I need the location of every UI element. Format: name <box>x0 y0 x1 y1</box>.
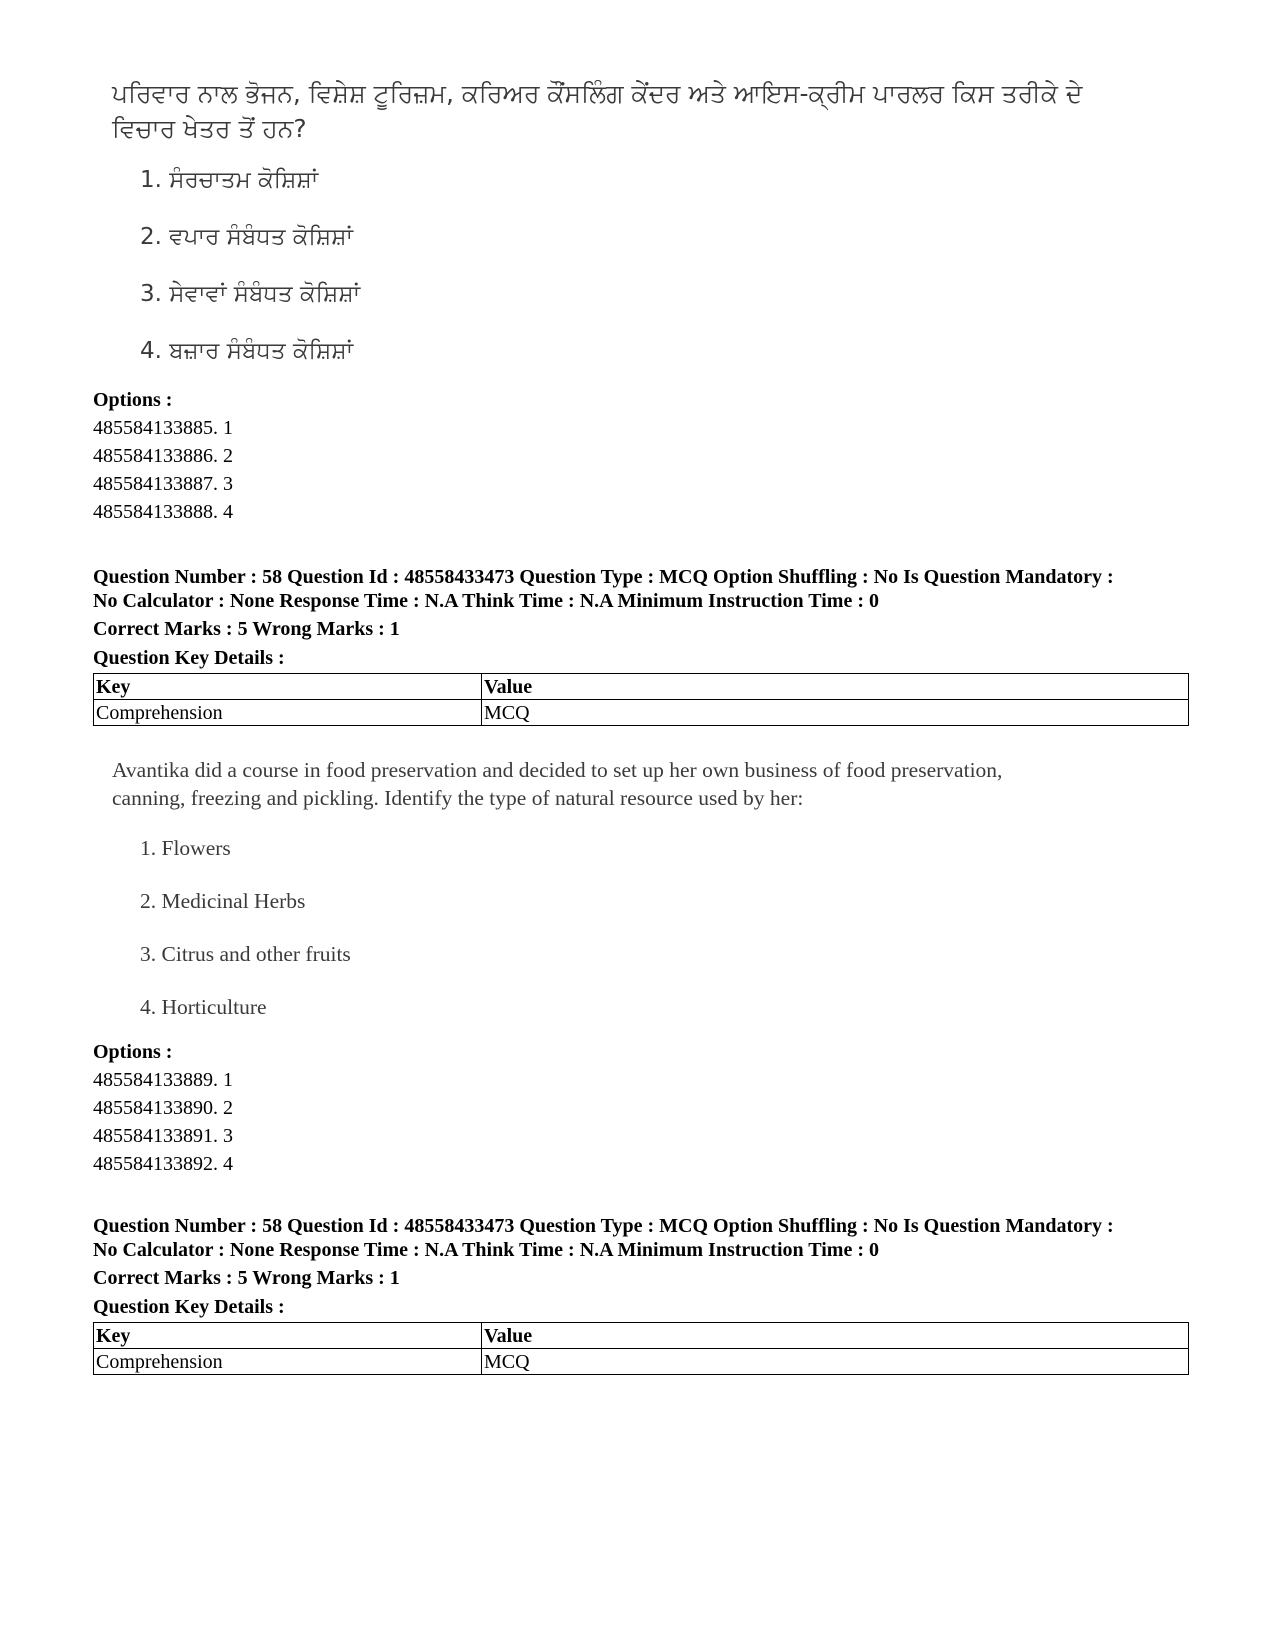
table-row <box>94 1349 1189 1375</box>
question-marks: Correct Marks : 5 Wrong Marks : 1 <box>93 1267 400 1289</box>
question-meta-line-1: Question Number : 58 Question Id : 48558433473 Question Type : MCQ Option Shuffling : No Is Question Mandatory : <box>93 1215 1114 1237</box>
table-header-key: Key <box>94 674 482 700</box>
choice-3-punjabi: 3. ਸੇਵਾਵਾਂ ਸੰਬੰਧਤ ਕੋਸ਼ਿਸ਼ਾਂ <box>140 281 361 307</box>
option-id-2: 485584133890. 2 <box>93 1097 233 1119</box>
options-label: Options : <box>93 389 173 411</box>
option-id-3: 485584133887. 3 <box>93 473 233 495</box>
table-cell-value: MCQ <box>482 1349 1189 1375</box>
table-header-row <box>94 1323 1189 1349</box>
question-marks: Correct Marks : 5 Wrong Marks : 1 <box>93 618 400 640</box>
option-id-1: 485584133889. 1 <box>93 1069 233 1091</box>
choice-2: 2. Medicinal Herbs <box>140 889 306 913</box>
option-id-4: 485584133892. 4 <box>93 1153 233 1175</box>
table-cell-key: Comprehension <box>94 1349 482 1375</box>
table-cell-key: Comprehension <box>94 700 482 726</box>
option-id-3: 485584133891. 3 <box>93 1125 233 1147</box>
question-key-table <box>93 1322 1189 1375</box>
table-header-value: Value <box>482 674 1189 700</box>
table-cell-value: MCQ <box>482 700 1189 726</box>
choice-3: 3. Citrus and other fruits <box>140 942 351 966</box>
question-stem-english <box>112 756 1112 812</box>
table-header-row <box>94 674 1189 700</box>
question-key-table <box>93 673 1189 726</box>
question-key-details-label: Question Key Details : <box>93 647 285 669</box>
question-stem-line-1: Avantika did a course in food preservation and decided to set up her own business of food preservation, <box>112 758 1003 782</box>
question-stem-line-2: canning, freezing and pickling. Identify the type of natural resource used by her: <box>112 786 804 810</box>
choice-4: 4. Horticulture <box>140 995 267 1019</box>
options-label: Options : <box>93 1041 173 1063</box>
table-header-key: Key <box>94 1323 482 1349</box>
question-meta-line-2: No Calculator : None Response Time : N.A Think Time : N.A Minimum Instruction Time : 0 <box>93 1239 879 1261</box>
option-id-1: 485584133885. 1 <box>93 417 233 439</box>
choice-1-punjabi: 1. ਸੰਰਚਾਤਮ ਕੋਸ਼ਿਸ਼ਾਂ <box>140 167 319 193</box>
table-header-value: Value <box>482 1323 1189 1349</box>
choice-4-punjabi: 4. ਬਜ਼ਾਰ ਸੰਬੰਧਤ ਕੋਸ਼ਿਸ਼ਾਂ <box>140 338 354 364</box>
choice-1: 1. Flowers <box>140 836 231 860</box>
option-id-4: 485584133888. 4 <box>93 501 233 523</box>
option-id-2: 485584133886. 2 <box>93 445 233 467</box>
choice-2-punjabi: 2. ਵਪਾਰ ਸੰਬੰਧਤ ਕੋਸ਼ਿਸ਼ਾਂ <box>140 224 354 250</box>
question-key-details-label: Question Key Details : <box>93 1296 285 1318</box>
question-meta-line-2: No Calculator : None Response Time : N.A Think Time : N.A Minimum Instruction Time : 0 <box>93 590 879 612</box>
question-stem-punjabi: ਪਰਿਵਾਰ ਨਾਲ ਭੋਜਨ, ਵਿਸ਼ੇਸ਼ ਟੂਰਿਜ਼ਮ, ਕਰਿਅਰ ਕੌਂਸਲਿੰਗ ਕੇਂਦਰ ਅਤੇ ਆਇਸ-ਕ੍ਰੀਮ ਪਾਰਲਰ ਕਿਸ ਤਰੀਕੇ ਦੇ ਵਿਚਾਰ ਖੇਤਰ ਤੋਂ ਹਨ? <box>112 79 1083 143</box>
table-row <box>94 700 1189 726</box>
question-meta-line-1: Question Number : 58 Question Id : 48558433473 Question Type : MCQ Option Shuffling : No Is Question Mandatory : <box>93 566 1114 588</box>
